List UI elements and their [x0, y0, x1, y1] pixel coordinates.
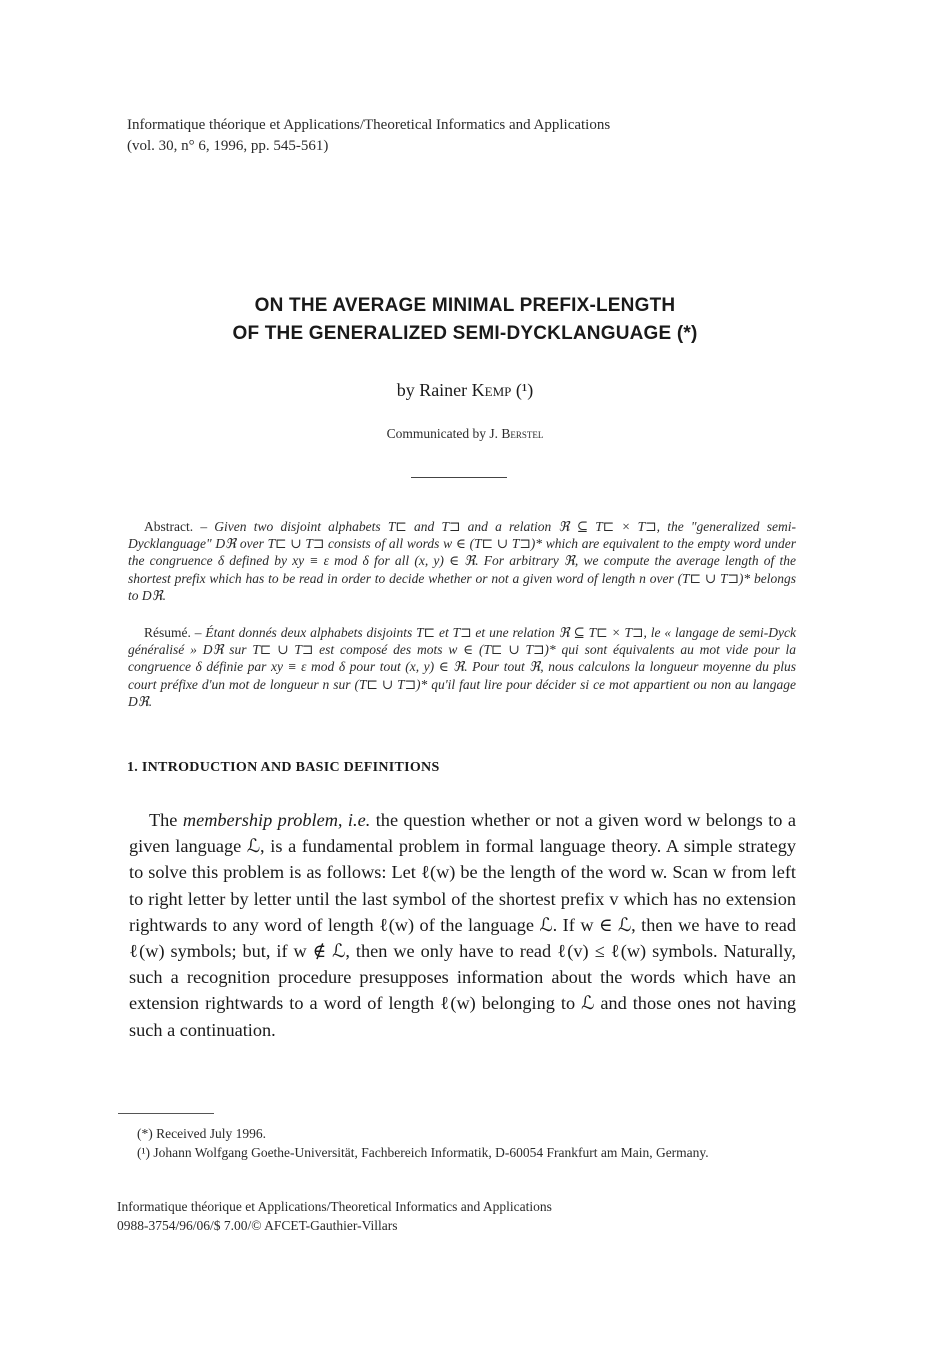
resume: [128, 624, 796, 710]
title-line-1: ON THE AVERAGE MINIMAL PREFIX-LENGTH: [254, 295, 676, 316]
abstract-body: Given two disjoint alphabets T⊏ and T⊐ and a relation ℜ ⊆ T⊏ × T⊐, the "generalized semi-Dycklanguage" Dℜ over T⊏ ∪ T⊐ consists of all words w ∈ (T⊏ ∪ T⊐)* which are equivalent to the empty word under the congruence δ defined by xy ≡ ε mod δ for all (x, y) ∈ ℜ. For arbitrary ℜ, we compute the average length of the shortest prefix which has to be read in order to decide whether or not a given word of length n over (T⊏ ∪ T⊐)* belongs to Dℜ.: [128, 519, 796, 603]
communicated-prefix: Communicated by J.: [386, 426, 502, 441]
intro-term: membership problem, i.e.: [182, 810, 371, 830]
publication-info: [117, 1197, 817, 1235]
intro-paragraph: [129, 807, 796, 1043]
title-divider: [411, 477, 507, 478]
communicator-name: Berstel: [501, 426, 544, 441]
footnote-affiliation: (¹) Johann Wolfgang Goethe-Universität, Fachbereich Informatik, D-60054 Frankfurt am Main, Germany.: [137, 1145, 709, 1160]
footnote-divider: [118, 1113, 214, 1114]
resume-body: Étant donnés deux alphabets disjoints T⊏ et T⊐ et une relation ℜ ⊆ T⊏ × T⊐, le « langage de semi-Dyck généralisé » Dℜ sur T⊏ ∪ T⊐ est composé des mots w ∈ (T⊏ ∪ T⊐)* qui sont équivalents au mot vide pour la congruence δ définie par xy ≡ ε mod δ pour tout (x, y) ∈ ℜ. Pour tout ℜ, nous calculons la longueur moyenne du plus court préfixe d'un mot de longueur n sur (T⊏ ∪ T⊐)* qu'il faut lire pour décider si ce mot appartient ou non au langage Dℜ.: [128, 625, 796, 709]
footnote-received: (*) Received July 1996.: [137, 1126, 266, 1141]
author-line: [0, 380, 930, 401]
paper-title: [0, 292, 930, 348]
volume-line: (vol. 30, n° 6, 1996, pp. 545-561): [127, 138, 329, 154]
title-line-2: OF THE GENERALIZED SEMI-DYCKLANGUAGE (*): [232, 323, 698, 344]
author-prefix: by Rainer: [396, 380, 472, 400]
publication-journal: Informatique théorique et Applications/Theoretical Informatics and Applications: [117, 1199, 552, 1214]
intro-start: The: [149, 810, 183, 830]
author-footnote-mark: (¹): [511, 380, 534, 400]
abstract-lead: Abstract. –: [144, 519, 215, 534]
footnotes: [117, 1124, 799, 1162]
resume-lead: Résumé. –: [144, 625, 206, 640]
publication-code: 0988-3754/96/06/$ 7.00/© AFCET-Gauthier-Villars: [117, 1218, 398, 1233]
journal-name-line: Informatique théorique et Applications/Theoretical Informatics and Applications: [127, 117, 611, 133]
intro-rest: the question whether or not a given word w belongs to a given language ℒ, is a fundamental problem in formal language theory. A simple strategy to solve this problem is as follows: Let ℓ(w) be the length of the word w. Scan w from left to right letter by letter until the last symbol of the shortest prefix v which has no extension rightwards to any word of length ℓ(w) of the language ℒ. If w ∈ ℒ, then we have to read ℓ(w) symbols; but, if w ∉ ℒ, then we only have to read ℓ(v) ≤ ℓ(w) symbols. Naturally, such a recognition procedure presupposes information about the words which have an extension rightwards to a word of length ℓ(w) belonging to ℒ and those ones not having such a continuation.: [129, 810, 796, 1040]
running-head: [127, 115, 827, 157]
author-surname: Kemp: [471, 380, 512, 400]
section-heading: 1. INTRODUCTION AND BASIC DEFINITIONS: [127, 760, 440, 775]
abstract: [128, 518, 796, 604]
communicated-line: [0, 426, 930, 442]
